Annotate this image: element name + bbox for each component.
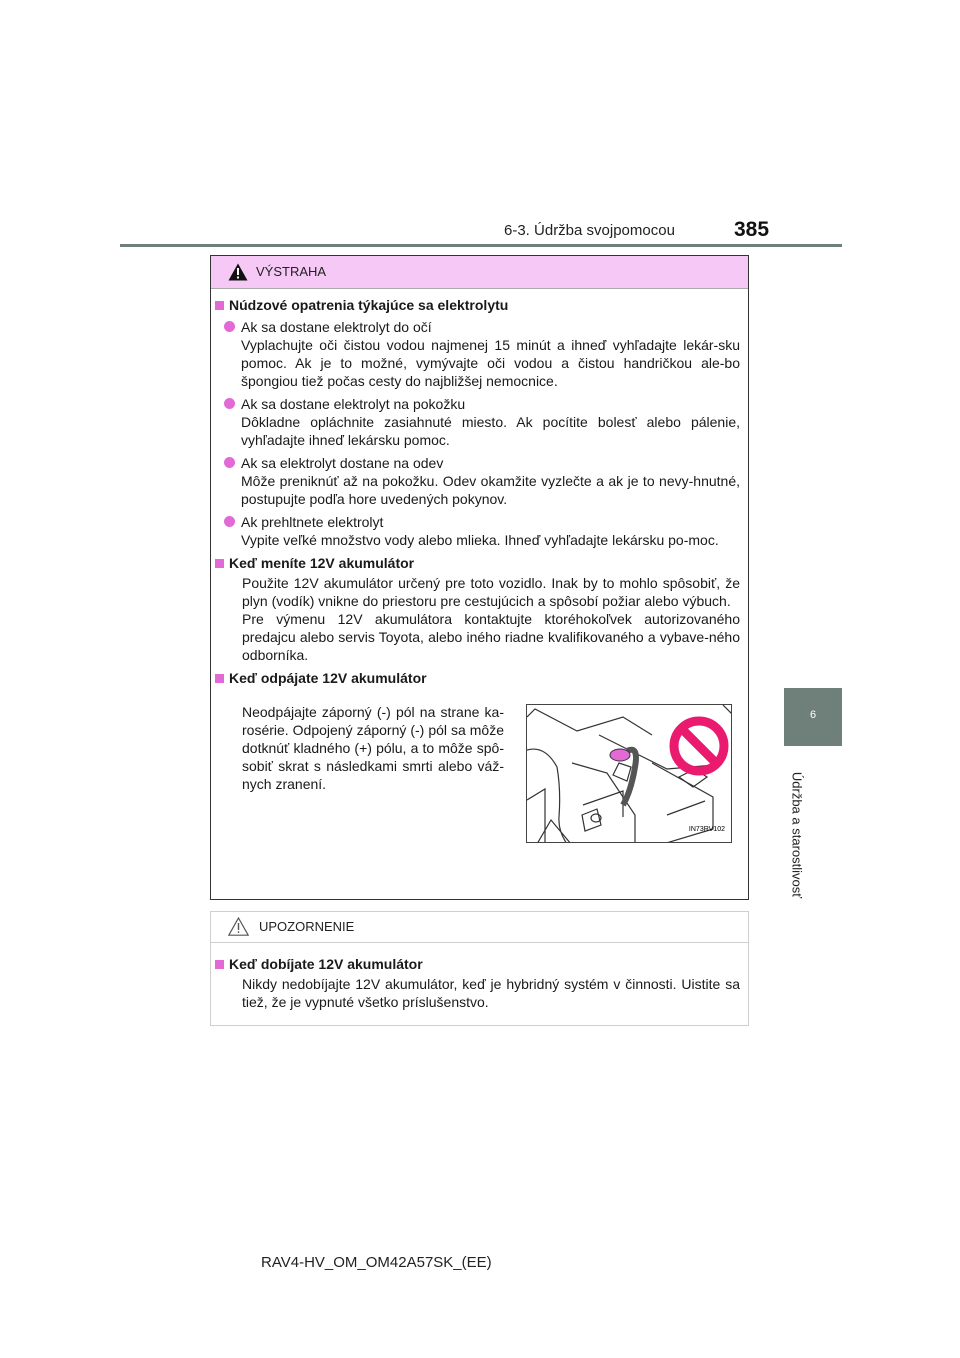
item-title: Ak sa dostane elektrolyt na pokožku xyxy=(241,396,466,412)
battery-section xyxy=(211,691,748,863)
list-item xyxy=(241,395,740,449)
heading-text: Keď dobíjate 12V akumulátor xyxy=(229,956,423,972)
warning-body xyxy=(211,296,748,863)
square-bullet-icon xyxy=(215,960,224,969)
heading-text: Núdzové opatrenia týkajúce sa elektrolytu xyxy=(229,297,509,313)
list-item xyxy=(241,513,740,549)
header-rule xyxy=(120,244,842,247)
notice-header xyxy=(211,912,748,943)
chapter-tab xyxy=(784,688,842,746)
warning-title: VÝSTRAHA xyxy=(256,264,327,279)
chapter-number: 6 xyxy=(809,709,817,721)
chapter-label xyxy=(769,765,826,905)
circle-bullet-icon xyxy=(224,457,235,468)
square-bullet-icon xyxy=(215,301,224,310)
notice-body xyxy=(211,955,748,1011)
section-heading xyxy=(211,296,748,314)
circle-bullet-icon xyxy=(224,398,235,409)
item-text: Môže preniknúť až na pokožku. Odev okamžite vyzlečte a ak je to nevy-hnutné, postupujte podľa hore uvedených pokynov. xyxy=(241,473,740,507)
circle-bullet-icon xyxy=(224,321,235,332)
square-bullet-icon xyxy=(215,674,224,683)
paragraph: Pre výmenu 12V akumulátora kontaktujte ktoréhokoľvek autorizovaného predajcu alebo servis Toyota, alebo iného riadne kvalifikovaného a vybave-ného odborníka. xyxy=(242,611,740,663)
item-text: Dôkladne opláchnite zasiahnuté miesto. Ak pocítite bolesť alebo pálenie, vyhľadajte ihneď lekársku pomoc. xyxy=(241,414,740,448)
paragraph: Nikdy nedobíjajte 12V akumulátor, keď je hybridný systém v činnosti. Uistite sa tiež, že je vypnuté všetko príslušenstvo. xyxy=(242,976,740,1010)
heading-text: Keď meníte 12V akumulátor xyxy=(229,555,415,571)
heading-text: Keď odpájate 12V akumulátor xyxy=(229,670,427,686)
item-text: Vypite veľké množstvo vody alebo mlieka. Ihneď vyhľadajte lekársku po-moc. xyxy=(241,532,719,548)
section-heading xyxy=(211,955,748,973)
circle-bullet-icon xyxy=(224,516,235,527)
section-title: 6-3. Údržba svojpomocou xyxy=(504,222,675,239)
item-text: Vyplachujte oči čistou vodou najmenej 15 minút a ihneď vyhľadajte lekár-sku pomoc. Ak je to možné, vymývajte oči vodou a čistou handričkou ale-bo špongiou tiež počas cesty do najbližšej nemocnice. xyxy=(241,337,740,389)
page-number: 385 xyxy=(734,218,770,241)
section-heading xyxy=(211,554,748,572)
caution-triangle-icon xyxy=(228,917,249,936)
item-title: Ak sa elektrolyt dostane na odev xyxy=(241,455,444,471)
square-bullet-icon xyxy=(215,559,224,568)
list-item xyxy=(241,454,740,508)
warning-triangle-icon xyxy=(228,263,248,281)
list-item xyxy=(241,318,740,390)
item-title: Ak prehltnete elektrolyt xyxy=(241,514,384,530)
warning-box xyxy=(210,255,749,900)
paragraph: Použite 12V akumulátor určený pre toto vozidlo. Inak by to mohlo spôsobiť, že plyn (vodík) vnikne do priestoru pre cestujúcich a spôsobí požiar alebo výbuch. xyxy=(242,575,740,609)
document-code: RAV4-HV_OM_OM42A57SK_(EE) xyxy=(261,1254,492,1271)
battery-illustration xyxy=(526,704,732,843)
page-header xyxy=(0,0,960,250)
battery-warning-text: Neodpájajte záporný (-) pól na strane ka-rosérie. Odpojený záporný (-) pól sa môže dotknúť kladného (+) pólu, a to môže spô-sobiť skrat s následkami smrti alebo váž-nych zranení. xyxy=(242,704,504,792)
warning-header xyxy=(211,256,748,289)
item-title: Ak sa dostane elektrolyt do očí xyxy=(241,319,432,335)
figure-code: IN73RV102 xyxy=(688,826,725,833)
notice-box xyxy=(210,911,749,1026)
chapter-label-text: Údržba a starostlivosť xyxy=(789,771,805,899)
section-heading xyxy=(211,669,748,687)
notice-title: UPOZORNENIE xyxy=(259,919,355,934)
